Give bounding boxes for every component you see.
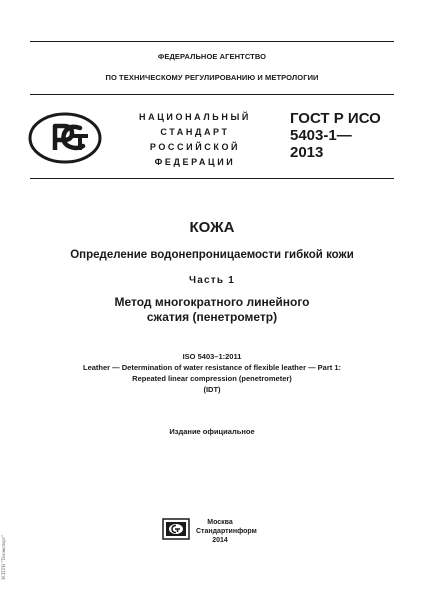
publisher-year: 2014 [212, 537, 228, 544]
iso-line-1: ISO 5403–1:2011 [182, 352, 242, 361]
document-part: Часть 1 [189, 275, 235, 286]
iso-reference-block [0, 351, 424, 395]
method-line-1: Метод многократного линейного [114, 295, 310, 309]
standard-type-line-1: НАЦИОНАЛЬНЫЙ [139, 112, 251, 122]
top-rule [30, 41, 394, 42]
edition-label: Издание официальное [169, 427, 255, 436]
side-watermark-note: ЗСПТН "Техэксперт" [2, 534, 7, 580]
block-rule [30, 178, 394, 179]
standard-type-line-2: СТАНДАРТ [160, 127, 230, 137]
document-subtitle: Определение водонепроницаемости гибкой кожи [70, 249, 354, 261]
standartinform-logo-icon [162, 518, 190, 540]
document-title: КОЖА [189, 219, 235, 236]
header-rule [30, 94, 394, 95]
publisher-name: Стандартинформ [196, 528, 257, 535]
standard-type-line-3: РОССИЙСКОЙ [149, 142, 241, 152]
iso-line-3: Repeated linear compression (penetrometer) [132, 374, 292, 383]
gost-designation-line-3: 2013 [290, 144, 324, 161]
iso-line-2: Leather — Determination of water resistance of flexible leather — Part 1: [83, 363, 341, 372]
gost-designation-line-1: ГОСТ Р ИСО [290, 110, 381, 127]
gost-designation-line-2: 5403-1— [290, 127, 352, 144]
iso-line-4: (IDT) [203, 385, 221, 394]
agency-line-2: ПО ТЕХНИЧЕСКОМУ РЕГУЛИРОВАНИЮ И МЕТРОЛОГИИ [105, 73, 319, 82]
method-line-2: сжатия (пенетрометр) [146, 310, 278, 324]
document-method [0, 295, 424, 325]
gost-r-logo-icon [28, 112, 102, 164]
publisher-city: Москва [207, 519, 233, 526]
agency-line-1: ФЕДЕРАЛЬНОЕ АГЕНТСТВО [157, 52, 267, 61]
gost-designation [290, 110, 381, 161]
standard-type-line-4: ФЕДЕРАЦИИ [154, 157, 236, 167]
publisher-block [196, 518, 257, 545]
